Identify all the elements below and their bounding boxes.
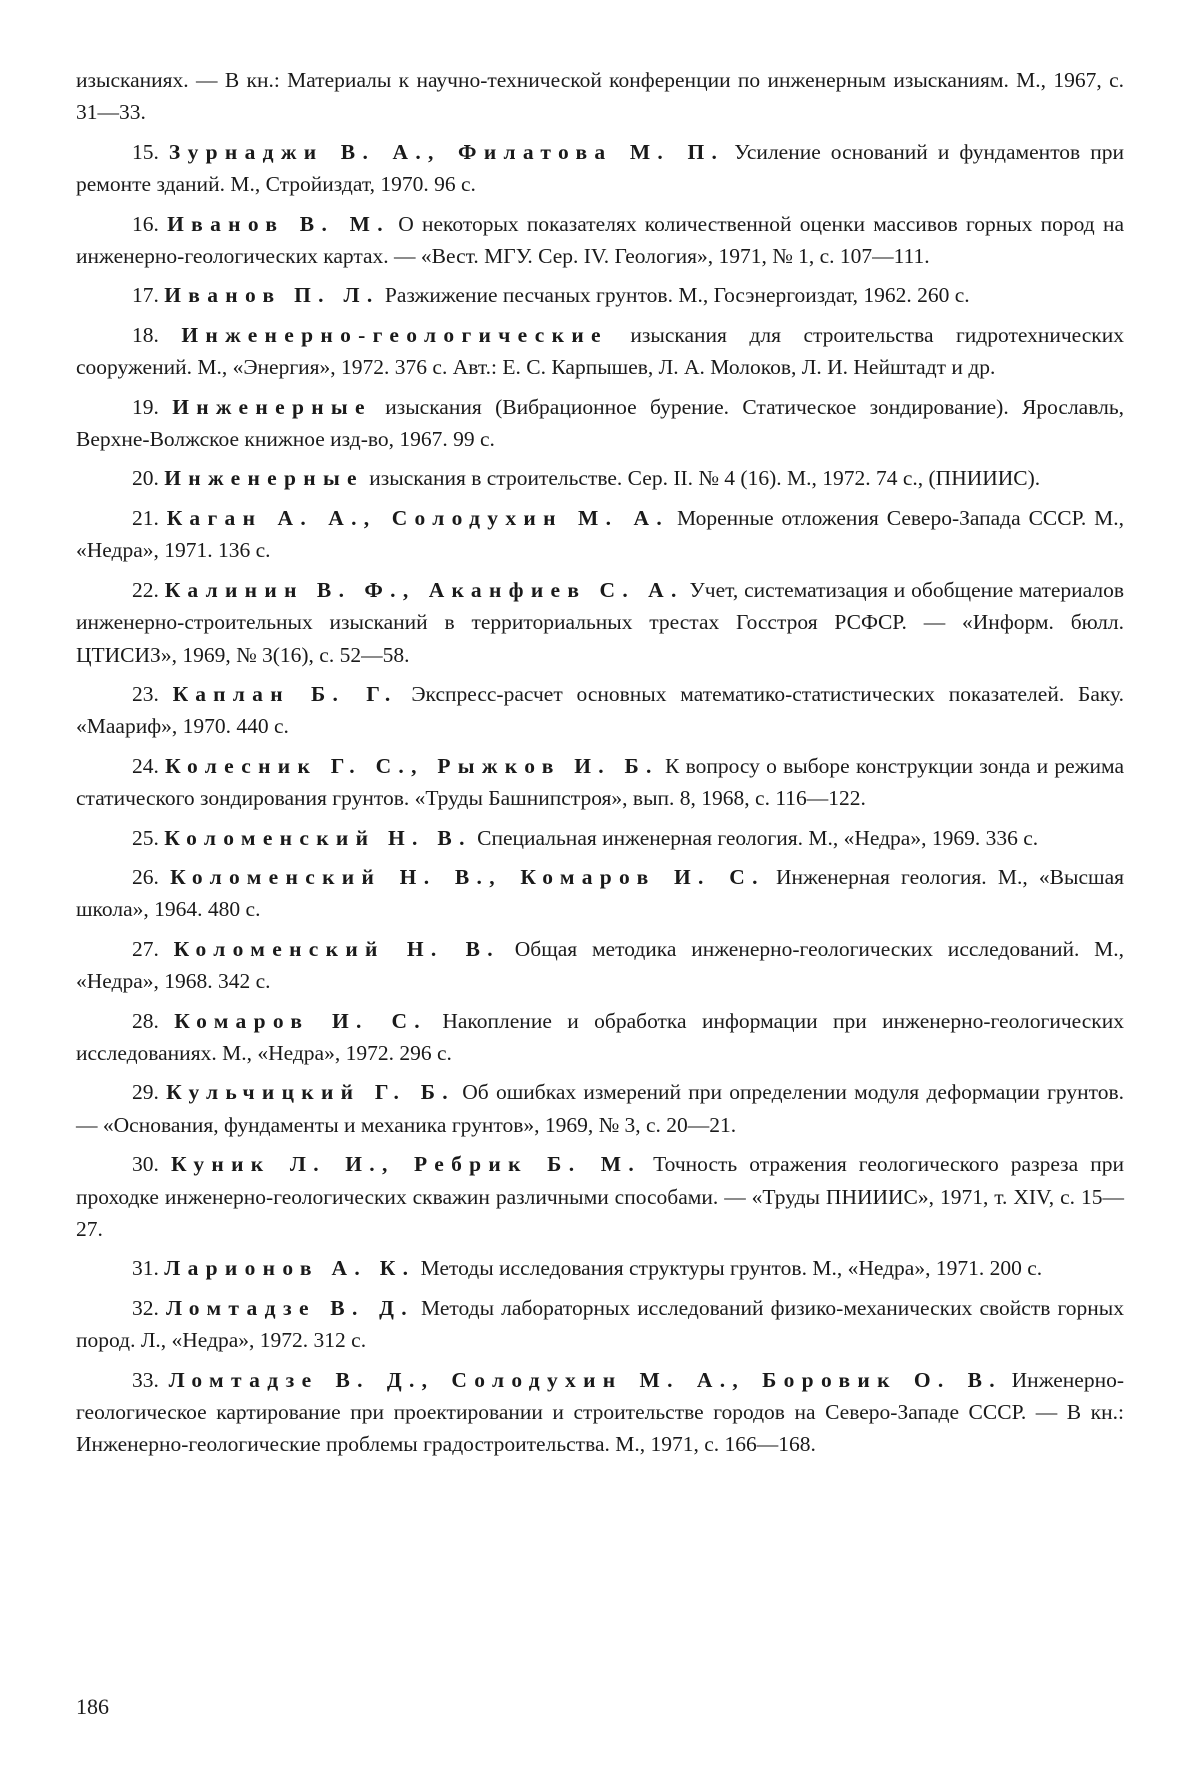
entry-authors: Калинин В. Ф., Аканфиев С. А. — [164, 577, 684, 602]
entry-number: 31. — [132, 1256, 159, 1281]
entry-authors: Иванов В. М. — [167, 211, 390, 236]
entry-authors: Инженерно-геологические — [181, 322, 608, 347]
entry-text: Экспресс-расчет основных математико-статистических показателей. Баку. «Маариф», 1970. 440 с. — [76, 681, 1124, 739]
entry-text: О некоторых показателях количественной оценки массивов горных пород на инженерно-геологических картах. — «Вест. МГУ. Сер. IV. Геология», 1971, № 1, с. 107—111. — [76, 211, 1125, 269]
entry-number: 32. — [132, 1295, 159, 1320]
entry-text: Инженерная геология. М., «Высшая школа», 1964. 480 с. — [76, 864, 1125, 922]
entry-number: 18. — [132, 322, 159, 347]
entry-text: Усиление оснований и фундаментов при ремонте зданий. М., Стройиздат, 1970. 96 с. — [76, 139, 1125, 197]
bibliography-entry — [76, 319, 1124, 384]
bibliography-entry — [76, 279, 1124, 311]
entry-text: Моренные отложения Северо-Запада СССР. М., «Недра», 1971. 136 с. — [76, 505, 1125, 563]
bibliography-entry — [76, 678, 1124, 743]
entry-number: 25. — [132, 825, 159, 850]
entry-number: 33. — [132, 1367, 159, 1392]
entry-text: Методы лабораторных исследований физико-механических свойств горных пород. Л., «Недра», 1972. 312 с. — [76, 1295, 1125, 1353]
entry-text: Общая методика инженерно-геологических исследований. М., «Недра», 1968. 342 с. — [76, 936, 1125, 994]
entry-authors: Иванов П. Л. — [164, 283, 380, 308]
bibliography-entry — [76, 1364, 1124, 1461]
entry-authors: Ломтадзе В. Д. — [166, 1295, 414, 1320]
entry-text: Точность отражения геологического разреза при проходке инженерно-геологических скважин различными способами. — «Труды ПНИИИС», 1971, т. XIV, с. 15—27. — [76, 1152, 1124, 1241]
entry-number: 20. — [132, 466, 159, 491]
bibliography-entry — [76, 1292, 1124, 1357]
entry-number: 21. — [132, 505, 159, 530]
bibliography-entry — [76, 502, 1124, 567]
entry-number: 19. — [132, 394, 159, 419]
entry-number: 24. — [132, 753, 159, 778]
entry-number: 26. — [132, 864, 159, 889]
bibliography-list — [76, 64, 1124, 1468]
entry-authors: Ларионов А. К. — [164, 1256, 416, 1281]
bibliography-entry — [76, 391, 1124, 456]
entry-number: 22. — [132, 577, 159, 602]
entry-text: изыскания для строительства гидротехнических сооружений. М., «Энергия», 1972. 376 с. Авт.: Е. С. Карпышев, Л. А. Молоков, Л. И. Нейштадт и др. — [76, 322, 1124, 380]
entry-authors: Кульчицкий Г. Б. — [166, 1080, 455, 1105]
bibliography-entry — [76, 861, 1124, 926]
entry-number: 29. — [132, 1080, 159, 1105]
entry-text: изыскания в строительстве. Сер. II. № 4 (16). М., 1972. 74 с., (ПНИИИС). — [369, 466, 1041, 491]
entry-number: 30. — [132, 1152, 159, 1177]
continuation-paragraph: изысканиях. — В кн.: Материалы к научно-технической конференции по инженерным изысканиям. М., 1967, с. 31—33. — [76, 68, 1124, 125]
entry-authors: Коломенский Н. В. — [173, 936, 500, 961]
entry-text: Накопление и обработка информации при инженерно-геологических исследованиях. М., «Недра», 1972. 296 с. — [76, 1008, 1124, 1065]
entry-authors: Комаров И. С. — [174, 1008, 427, 1033]
entry-authors: Инженерные — [164, 466, 364, 491]
entry-authors: Коломенский Н. В. — [164, 825, 472, 850]
entry-text: Об ошибках измерений при определении модуля деформации грунтов. — «Основания, фундаменты и механика грунтов», 1969, № 3, с. 20—21. — [76, 1080, 1125, 1137]
entry-number: 15. — [132, 139, 159, 164]
bibliography-entry — [76, 208, 1124, 273]
entry-text: Инженерно-геологическое картирование при проектировании и строительстве городов на Северо-Западе СССР. — В кн.: Инженерно-геологические проблемы градостроительства. М., 1971, с. 166—168. — [76, 1367, 1125, 1457]
entry-text: Специальная инженерная геология. М., «Недра», 1969. 336 с. — [477, 825, 1039, 850]
bibliography-entry — [76, 822, 1124, 854]
entry-authors: Колесник Г. С., Рыжков И. Б. — [165, 753, 659, 778]
entry-text: изыскания (Вибрационное бурение. Статическое зондирование). Ярославль, Верхне-Волжское книжное изд-во, 1967. 99 с. — [76, 394, 1125, 452]
bibliography-entry — [76, 750, 1124, 815]
entry-authors: Куник Л. И., Ребрик Б. М. — [170, 1152, 642, 1177]
page-number: 186 — [76, 1694, 109, 1719]
bibliography-entry — [76, 933, 1124, 998]
entry-authors: Ломтадзе В. Д., Солодухин М. А., Боровик О. В. — [168, 1367, 1002, 1392]
bibliography-entry — [76, 1076, 1124, 1141]
entry-number: 16. — [132, 211, 159, 236]
bibliography-entry — [76, 1252, 1124, 1284]
entry-authors: Каплан Б. Г. — [172, 681, 398, 706]
entry-text: Разжижение песчаных грунтов. М., Госэнергоиздат, 1962. 260 с. — [384, 283, 970, 308]
entry-authors: Зурнаджи В. А., Филатова М. П. — [168, 139, 725, 164]
entry-text: К вопросу о выборе конструкции зонда и режима статического зондирования грунтов. «Труды Башнипстроя», вып. 8, 1968, с. 116—122. — [76, 753, 1125, 811]
entry-number: 17. — [132, 283, 159, 308]
entry-authors: Каган А. А., Солодухин М. А. — [166, 505, 670, 530]
entry-number: 28. — [132, 1008, 159, 1033]
entry-number: 23. — [132, 681, 159, 706]
entry-authors: Коломенский Н. В., Комаров И. С. — [170, 864, 765, 889]
entry-text: Учет, систематизация и обобщение материалов инженерно-строительных изысканий в территориальных трестах Госстроя РСФСР. — «Информ. бюлл. ЦТИСИЗ», 1969, № 3(16), с. 52—58. — [76, 577, 1125, 667]
bibliography-entry — [76, 462, 1124, 494]
bibliography-entry — [76, 136, 1124, 201]
entry-number: 27. — [132, 936, 159, 961]
entry-text: Методы исследования структуры грунтов. М., «Недра», 1971. 200 с. — [420, 1256, 1043, 1281]
bibliography-entry — [76, 1148, 1124, 1245]
entry-authors: Инженерные — [172, 394, 372, 419]
bibliography-entry — [76, 574, 1124, 671]
entries-container — [76, 136, 1124, 1461]
bibliography-entry — [76, 1005, 1124, 1070]
